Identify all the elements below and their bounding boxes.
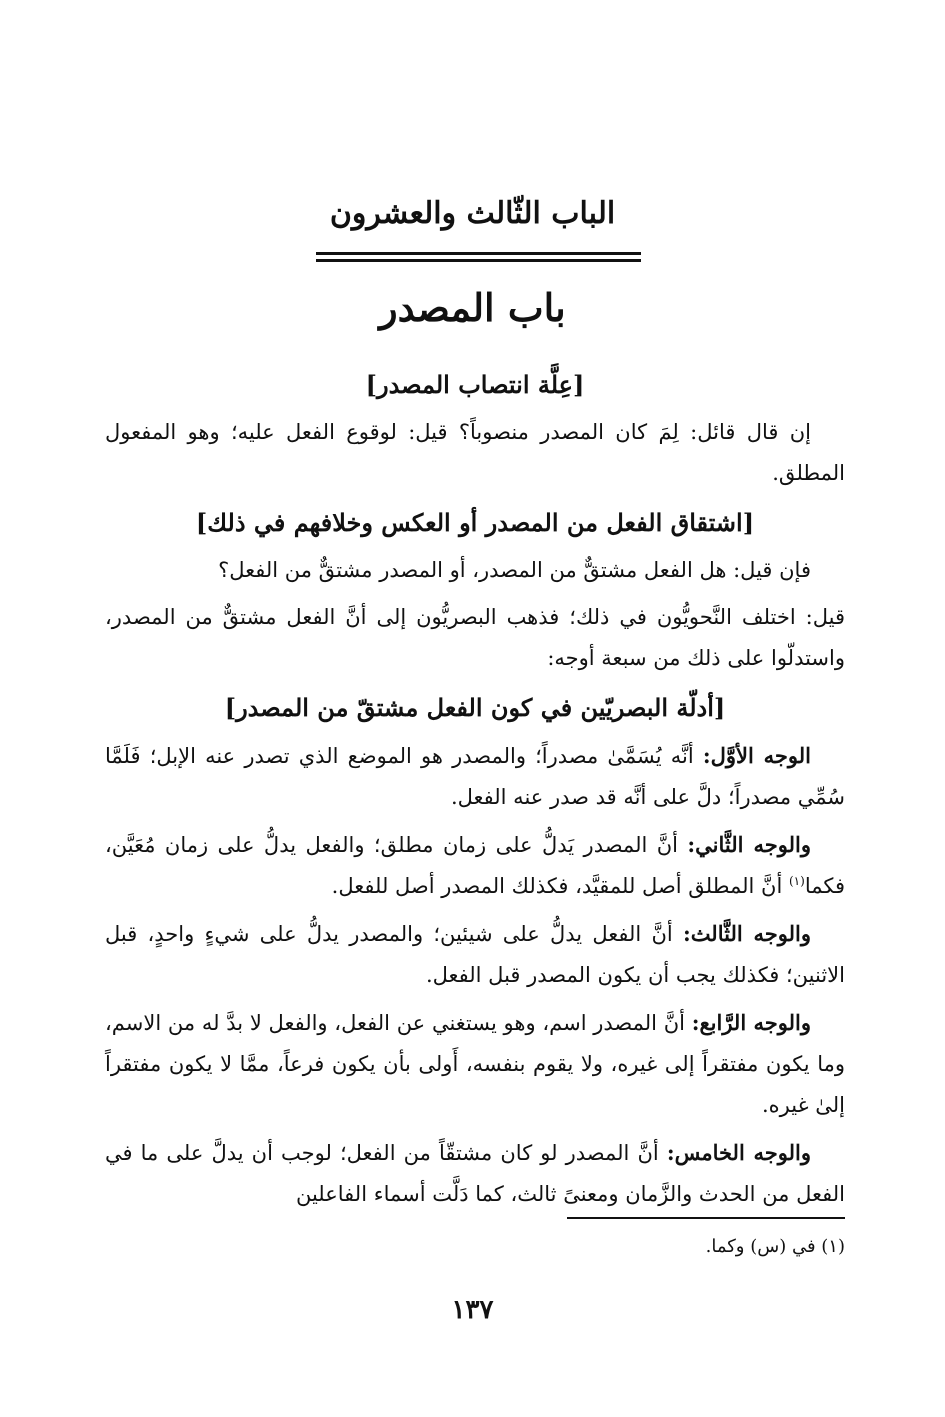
- title-rule-bottom: [316, 259, 641, 262]
- point-1-lead: الوجه الأوَّل:: [702, 743, 811, 768]
- point-5-lead: والوجه الخامس:: [666, 1140, 811, 1165]
- point-5-text: أنَّ المصدر لو كان مشتقّاً من الفعل؛ لوجب أن يدلَّ على ما في الفعل من الحدث والزَّمان ومعنىً ثالث، كما دَلَّت أسماء الفاعلين: [105, 1141, 845, 1206]
- subheading-3: [أدلّة البصريّين في كون الفعل مشتقّ من المصدر]: [224, 693, 726, 722]
- title-rule-top: [316, 252, 641, 255]
- footnote-ref[interactable]: (١): [788, 874, 805, 888]
- point-4: [105, 1002, 845, 1126]
- section-title: باب المصدر: [379, 285, 566, 330]
- paragraph-2: فإن قيل: هل الفعل مشتقٌّ من المصدر، أو المصدر مشتقٌّ من الفعل؟: [218, 558, 811, 582]
- point-1: [105, 735, 845, 818]
- point-2-text-b: أنَّ المطلق أصل للمقيَّد، فكذلك المصدر أصل للفعل.: [331, 874, 783, 898]
- chapter-title: الباب الثّالث والعشرون: [329, 196, 616, 231]
- footnote-divider: [567, 1217, 845, 1219]
- paragraph-3: قيل: اختلف النَّحويُّون في ذلك؛ فذهب البصريُّون إلى أنَّ الفعل مشتقٌّ من المصدر، واستدلّوا على ذلك من سبعة أوجه:: [105, 605, 845, 670]
- page-number: ١٣٧: [451, 1295, 494, 1325]
- point-2-lead: والوجه الثَّاني:: [687, 832, 811, 857]
- point-3-lead: والوجه الثَّالث:: [682, 921, 811, 946]
- footnote: (١) في (س) وكما.: [705, 1236, 845, 1257]
- subheading-2: [اشتقاق الفعل من المصدر أو العكس وخلافهم في ذلك]: [195, 508, 755, 537]
- point-3-text: أنَّ الفعل يدلُّ على شيئين؛ والمصدر يدلُّ على شيءٍ واحدٍ، قبل الاثنين؛ فكذلك يجب أن يكون المصدر قبل الفعل.: [105, 922, 845, 987]
- point-5: [105, 1132, 845, 1215]
- point-3: [105, 913, 845, 996]
- subheading-1: [عِلَّة انتصاب المصدر]: [365, 370, 585, 399]
- point-4-lead: والوجه الرَّابع:: [691, 1010, 811, 1035]
- paragraph-1: إن قال قائل: لِمَ كان المصدر منصوباً؟ قيل: لوقوع الفعل عليه؛ وهو المفعول المطلق.: [105, 420, 845, 485]
- point-2: [105, 824, 845, 907]
- body-text: [105, 360, 845, 1221]
- point-2-text-a: أنَّ المصدر يَدلُّ على زمان مطلق؛ والفعل يدلُّ على زمان مُعَيَّن، فكما: [105, 833, 845, 898]
- point-1-text: أنَّه يُسَمَّىٰ مصدراً؛ والمصدر هو الموضع الذي تصدر عنه الإبل؛ فَلَمَّا سُمِّي مصدراً؛ دلَّ على أنَّه قد صدر عنه الفعل.: [105, 744, 845, 809]
- point-4-text: أنَّ المصدر اسم، وهو يستغني عن الفعل، والفعل لا بدَّ له من الاسم، وما يكون مفتقراً إلى غيره، ولا يقوم بنفسه، أَولى بأن يكون فرعاً، ممَّا لا يكون مفتقراً إلىٰ غيره.: [105, 1011, 845, 1117]
